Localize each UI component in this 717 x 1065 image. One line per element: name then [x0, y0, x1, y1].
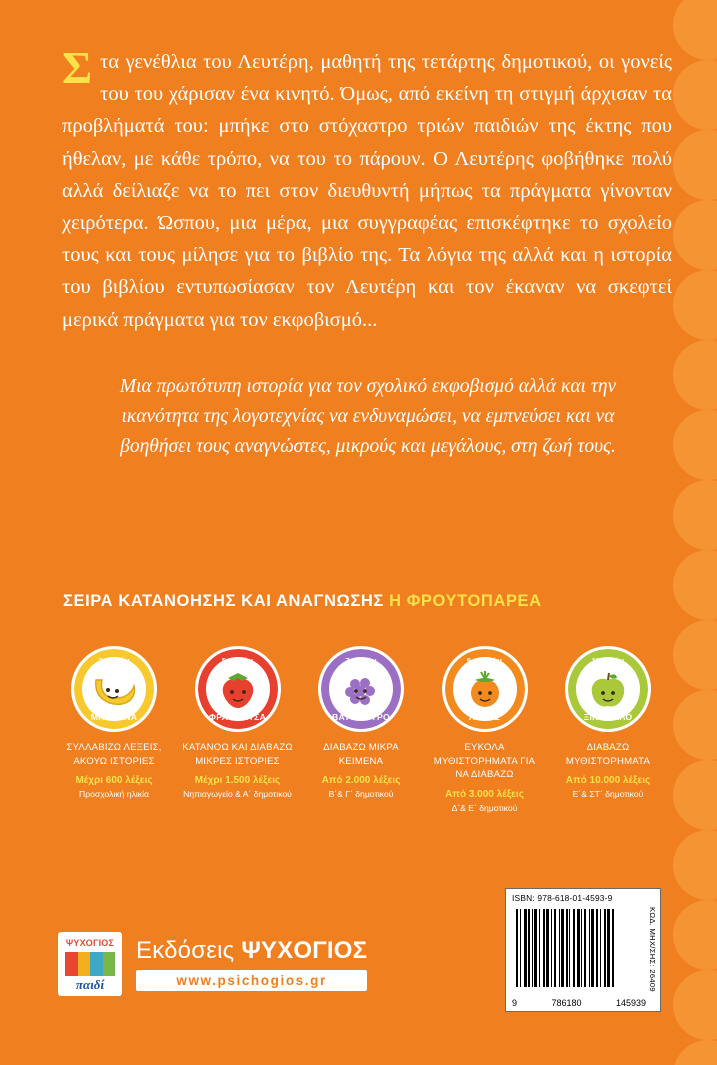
level-grade: Ε΄& ΣΤ΄ δημοτικού [572, 789, 644, 799]
level-description: ΣΥΛΛΑΒΙΖΩ ΛΕΞΕΙΣ, ΑΚΟΥΩ ΙΣΤΟΡΙΕΣ [66, 742, 162, 767]
reading-level-item [552, 646, 664, 813]
publisher-name [136, 937, 367, 965]
level-age: 9-11 ετών [466, 656, 503, 665]
isbn-label: ISBN: 978-618-01-4593-9 [512, 893, 613, 903]
level-age: 7-8 ετών [345, 656, 377, 665]
level-badge-strawberry [195, 646, 281, 732]
persimmon-icon [459, 666, 511, 712]
level-badge-blackberry [318, 646, 404, 732]
level-grade: Νηπιαγωγείο & Α΄ δημοτικού [183, 789, 292, 799]
level-description: ΔΙΑΒΑΖΩ ΜΥΘΙΣΤΟΡΗΜΑΤΑ [565, 742, 651, 767]
level-badge-banana [71, 646, 157, 732]
scalloped-edge-decoration [671, 0, 717, 1065]
logo-color-squares [65, 952, 115, 976]
publisher-name-bold: ΨΥΧΟΓΙΟΣ [241, 937, 368, 964]
banana-icon [88, 666, 140, 712]
blurb-text-block [62, 42, 672, 336]
barcode-image [516, 909, 640, 987]
level-name: ΒΑΤΟΜΟΥΡΟ [332, 712, 390, 722]
series-heading-main: ΣΕΙΡΑ ΚΑΤΑΝΟΗΣΗΣ ΚΑΙ ΑΝΑΓΝΩΣΗΣ [63, 592, 384, 610]
level-name: ΛΩΤΟΣ [468, 712, 501, 722]
level-grade: Δ΄& Ε΄ δημοτικού [451, 802, 518, 813]
level-word-count: Μέχρι 600 λέξεις [75, 775, 153, 786]
reading-levels-row [58, 646, 664, 813]
logo-bottom-text: παιδί [75, 977, 105, 992]
green-apple-icon [582, 666, 634, 712]
reading-level-item [305, 646, 417, 813]
level-word-count: Από 3.000 λέξεις [445, 788, 524, 800]
level-badge-persimmon [442, 646, 528, 732]
barcode-digits [512, 998, 646, 1008]
level-word-count: Μέχρι 1.500 λέξεις [194, 775, 281, 786]
publisher-block [58, 932, 367, 996]
series-heading-accent: Η ΦΡΟΥΤΟΠΑΡΕΑ [389, 592, 542, 610]
reading-level-item [182, 646, 294, 813]
level-description: ΕΥΚΟΛΑ ΜΥΘΙΣΤΟΡΗΜΑΤΑ ΓΙΑ ΝΑ ΔΙΑΒΑΖΩ [433, 742, 536, 780]
level-badge-green-apple [565, 646, 651, 732]
level-description: ΔΙΑΒΑΖΩ ΜΙΚΡΑ ΚΕΙΜΕΝΑ [323, 742, 399, 767]
barcode-group-1: 786180 [551, 998, 582, 1008]
level-word-count: Από 2.000 λέξεις [321, 775, 401, 786]
publisher-name-light: Εκδόσεις [136, 937, 242, 964]
series-heading [63, 592, 663, 611]
isbn-barcode-block [505, 888, 661, 1012]
level-name: ΜΠΑΝΑΝΑ [90, 712, 138, 722]
level-name: ΞΙΝΟΜΗΛΟ [583, 712, 633, 722]
level-age: 11+ ετών [591, 656, 625, 665]
logo-top-text: ΨΥΧΟΓΙΟΣ [65, 938, 115, 948]
tagline: Μια πρωτότυπη ιστορία για τον σχολικό εκφοβισμό αλλά και την ικανότητα της λογοτεχνίας να ενδυναμώσει, να εμπνεύσει και να βοηθήσει τους αναγνώστες, μικρούς και μεγάλους, στη ζωή τους. [119, 376, 617, 457]
level-name: ΦΡΑΟΥΛΙΤΣΑ [208, 712, 267, 722]
level-word-count: Από 10.000 λέξεις [565, 775, 651, 786]
barcode-left-digit: 9 [512, 998, 518, 1008]
blackberry-icon [335, 666, 387, 712]
level-description: ΚΑΤΑΝΟΩ ΚΑΙ ΔΙΑΒΑΖΩ ΜΙΚΡΕΣ ΙΣΤΟΡΙΕΣ [182, 742, 293, 767]
reading-level-item [58, 646, 170, 813]
publisher-logo[interactable] [58, 932, 122, 996]
level-grade: Προσχολική ηλικία [79, 789, 149, 799]
strawberry-icon [212, 666, 264, 712]
blurb-body: τα γενέθλια του Λευτέρη, μαθητή της τετάρτης δημοτικού, οι γονείς του του χάρισαν ένα κινητό. Όμως, από εκείνη τη στιγμή άρχισαν τα προβλήματά του: μπήκε στο στόχαστρο τριών παιδιών της έκτης που ήθελαν, με κάθε τρόπο, να του το πάρουν. Ο Λευτέρης φοβήθηκε πολύ αλλά δείλιαζε να το πει στον διευθυντή μήπως τα πράγματα γίνονταν χειρότερα. Ώσπου, μια μέρα, μια συγγραφέας επισκέφτηκε το σχολείο τους και τους μίλησε για το βιβλίο της. Τα λόγια της αλλά και η ιστορία του βιβλίου εντυπωσίασαν τον Λευτέρη και τον έκαναν να σκεφτεί μερικά πράγματα για τον εκφοβισμό... [62, 51, 672, 331]
level-age: 2-4 ετών [98, 656, 130, 665]
level-age: 5-6 ετών [221, 656, 254, 665]
reading-level-item [429, 646, 541, 813]
publisher-website[interactable]: www.psichogios.gr [136, 970, 367, 991]
level-grade: Β΄& Γ΄ δημοτικού [328, 789, 394, 799]
barcode-group-2: 145939 [615, 998, 646, 1008]
machine-code-label: ΚΩΔ. ΜΗΧ/ΣΗΣ: 26409 [648, 907, 657, 992]
drop-cap: Σ [62, 42, 93, 93]
